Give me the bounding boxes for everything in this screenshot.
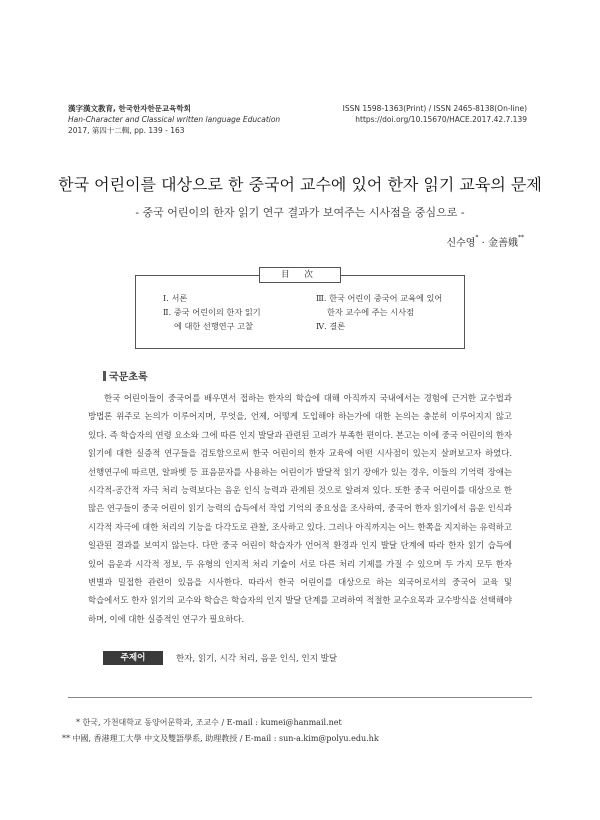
author-2: 金善娥 bbox=[488, 238, 518, 249]
authors bbox=[446, 234, 524, 249]
toc-item: 에 대한 선행연구 고찰 bbox=[174, 321, 253, 331]
journal-name: 漢字漢文教育, 한국한자한문교육학회 bbox=[68, 104, 191, 113]
journal-issue: 2017, 第四十二輯, pp. 139 - 163 bbox=[68, 126, 185, 135]
journal-header bbox=[68, 103, 280, 136]
toc-item: Ⅰ. 서론 bbox=[163, 293, 188, 303]
paper-title: 한국 어린이를 대상으로 한 중국어 교수에 있어 한자 읽기 교육의 문제 bbox=[58, 175, 542, 194]
issn-block bbox=[343, 103, 527, 125]
toc-item: Ⅱ. 중국 어린이의 한자 읽기 bbox=[163, 307, 261, 317]
toc-right-column bbox=[316, 291, 442, 333]
toc-left-column bbox=[163, 291, 261, 333]
footnote-2: ** 中國, 香港理工大學 中文及雙語學系, 助理教授 / E-mail : sun-a.kim@polyu.edu.hk bbox=[62, 734, 379, 743]
author-1: 신수영 bbox=[446, 238, 476, 249]
issn: ISSN 1598-1363(Print) / ISSN 2465-8138(On-line) bbox=[342, 104, 527, 113]
toc-item: Ⅲ. 한국 어린이 중국어 교육에 있어 bbox=[316, 293, 443, 303]
abstract-text: 한국 어린이들이 중국어를 배우면서 접하는 한자의 학습에 대해 아직까지 국내에서는 경험에 근거한 교수법과 방법론 위주로 논의가 이루어지며, 무엇을, 언제, 어떻게 도입해야 하는가에 대한 논의는 충분히 이루어지지 않고 있다. 즉 학습자의 연령 요소와 그에 따른 인지 발달과 관련된 고려가 부족한 편이다. 본고는 이에 중국 어린이의 한자 읽기에 대한 실증적 연구들을 검토함으로써 한국 어린이의 한자 교육에 어떤 시사점이 있는지 살펴보고자 하였다. 선행연구에 따르면, 알파벳 등 표음문자를 사용하는 어린이가 발달적 읽기 장애가 있는 경우, 이들의 기억력 장애는 시각적-공간적 자극 처리 능력보다는 음운 인식 능력과 관계된 것으로 알려져 있다. 또한 중국 어린이를 대상으로 한 많은 연구들이 중국 어린이 읽기 능력의 습득에서 작업 기억의 중요성을 조사하여, 중국어 한자 읽기에서 음운 인식과 시각적 자극에 대한 처리의 기능을 다각도로 관찰, 조사하고 있다. 그러나 아직까지는 어느 한쪽을 지지하는 유력하고 일관된 결과를 보여지 않는다. 다만 중국 어린이 학습자가 언어적 환경과 인지 발달 단계에 따라 한자 읽기 습득에 있어 음운과 시각적 정보, 두 유형의 인지적 처리 기술이 서로 다른 처리 기제를 가질 수 있으며 두 가지 모두 한자 변별과 밀접한 관련이 있음을 시사한다. 따라서 한국 어린이를 대상으로 하는 외국어로서의 중국어 교육 및 학습에서도 한자 읽기의 교수와 학습은 학습자의 인지 발달 단계를 고려하여 적절한 교수요목과 교수방식을 선택해야 하며, 이에 대한 실증적인 연구가 필요하다. bbox=[88, 393, 512, 624]
toc-item: 한자 교수에 주는 시사점 bbox=[327, 307, 414, 317]
paper-subtitle: - 중국 어린이의 한자 읽기 연구 결과가 보여주는 시사점을 중심으로 - bbox=[135, 206, 465, 219]
abstract-heading-label: 국문초록 bbox=[109, 372, 148, 383]
footnote-divider bbox=[68, 697, 532, 698]
heading-bar-icon bbox=[103, 371, 106, 381]
author-1-mark: * bbox=[475, 234, 479, 241]
toc-item: Ⅳ. 결론 bbox=[316, 321, 346, 331]
author-separator: · bbox=[478, 238, 488, 249]
abstract-heading bbox=[103, 368, 148, 383]
journal-english-name: Han-Character and Classical written language Education bbox=[68, 115, 281, 124]
keywords-label: 주제어 bbox=[103, 651, 163, 665]
footnote-1: * 한국, 가천대학교 동양어문학과, 조교수 / E-mail : kumei@hanmail.net bbox=[76, 718, 342, 727]
toc-title: 目 次 bbox=[259, 267, 341, 283]
author-2-mark: ** bbox=[518, 234, 524, 241]
doi-link[interactable]: https://doi.org/10.15670/HACE.2017.42.7.139 bbox=[355, 115, 527, 124]
keywords-text: 한자, 읽기, 시각 처리, 음운 인식, 인지 발달 bbox=[176, 654, 338, 664]
